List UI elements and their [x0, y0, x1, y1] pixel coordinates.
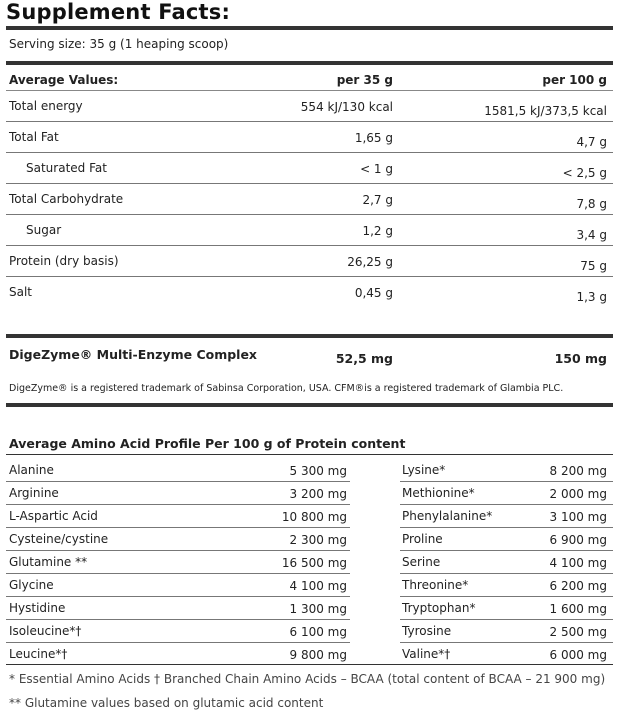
nutrition-label: Sugar [26, 223, 62, 237]
amino-value-left: 6 100 mg [289, 625, 347, 639]
amino-name-right: Tyrosine [402, 624, 452, 638]
amino-row-divider [400, 573, 613, 574]
amino-row-divider [6, 481, 350, 482]
amino-value-right: 2 000 mg [549, 487, 607, 501]
title-divider [6, 26, 613, 30]
trademark-note: DigeZyme® is a registered trademark of Sabinsa Corporation, USA. CFM®is a registered trademark of Glambia PLC. [9, 383, 564, 394]
amino-row-divider [6, 573, 350, 574]
amino-name-right: Phenylalanine* [402, 509, 493, 523]
amino-value-right: 4 100 mg [549, 556, 607, 570]
enzyme-top-divider [6, 334, 613, 338]
amino-row-divider [6, 504, 350, 505]
amino-name-right: Serine [402, 555, 441, 569]
amino-value-right: 6 200 mg [549, 579, 607, 593]
header-divider [6, 90, 613, 91]
amino-value-right: 3 100 mg [549, 510, 607, 524]
amino-name-left: L-Aspartic Acid [9, 509, 98, 523]
amino-name-left: Isoleucine*† [9, 624, 82, 638]
amino-row-divider [6, 596, 350, 597]
nutrition-per-serving: 554 kJ/130 kcal [300, 100, 393, 114]
amino-name-left: Arginine [9, 486, 59, 500]
row-divider [6, 183, 613, 184]
header-per-100: per 100 g [542, 73, 607, 87]
nutrition-per-serving: 1,2 g [362, 224, 393, 238]
amino-value-left: 1 300 mg [289, 602, 347, 616]
nutrition-per-100: 1581,5 kJ/373,5 kcal [484, 104, 607, 118]
amino-name-right: Lysine* [402, 463, 446, 477]
nutrition-label: Total Carbohydrate [9, 192, 124, 206]
amino-row-divider [6, 619, 350, 620]
amino-value-left: 4 100 mg [289, 579, 347, 593]
nutrition-per-serving: < 1 g [360, 162, 393, 176]
nutrition-label: Total energy [9, 99, 83, 113]
amino-name-right: Threonine* [402, 578, 469, 592]
nutrition-label: Saturated Fat [26, 161, 107, 175]
amino-name-right: Tryptophan* [402, 601, 476, 615]
nutrition-per-serving: 2,7 g [362, 193, 393, 207]
amino-row-divider [6, 527, 350, 528]
amino-value-left: 3 200 mg [289, 487, 347, 501]
row-divider [6, 214, 613, 215]
amino-name-right: Proline [402, 532, 443, 546]
nutrition-per-serving: 26,25 g [347, 255, 393, 269]
row-divider [6, 121, 613, 122]
amino-title: Average Amino Acid Profile Per 100 g of Protein content [9, 436, 406, 451]
footnote-glutamine: ** Glutamine values based on glutamic acid content [9, 696, 324, 710]
amino-row-divider [400, 596, 613, 597]
amino-value-right: 1 600 mg [549, 602, 607, 616]
amino-name-left: Leucine*† [9, 647, 68, 661]
nutrition-per-100: < 2,5 g [562, 166, 607, 180]
page-title: Supplement Facts: [6, 0, 231, 24]
amino-row-divider [400, 527, 613, 528]
header-label: Average Values: [9, 73, 119, 87]
amino-value-left: 9 800 mg [289, 648, 347, 662]
nutrition-label: Total Fat [9, 130, 59, 144]
amino-value-left: 16 500 mg [281, 556, 347, 570]
amino-row-divider [6, 642, 350, 643]
row-divider [6, 245, 613, 246]
header-per-serving: per 35 g [336, 73, 393, 87]
amino-value-right: 6 900 mg [549, 533, 607, 547]
amino-value-left: 5 300 mg [289, 464, 347, 478]
nutrition-per-100: 75 g [580, 259, 607, 273]
row-divider [6, 152, 613, 153]
enzyme-label: DigeZyme® Multi-Enzyme Complex [9, 347, 257, 362]
amino-name-left: Hystidine [9, 601, 66, 615]
amino-title-divider [6, 454, 613, 455]
amino-name-right: Valine*† [402, 647, 451, 661]
nutrition-per-100: 7,8 g [576, 197, 607, 211]
footnote-essential: * Essential Amino Acids † Branched Chain Amino Acids – BCAA (total content of BCAA – 21 900 mg) [9, 672, 606, 686]
amino-bottom-divider [6, 664, 613, 665]
amino-value-left: 2 300 mg [289, 533, 347, 547]
nutrition-per-serving: 1,65 g [354, 131, 393, 145]
nutrition-per-serving: 0,45 g [354, 286, 393, 300]
nutrition-label: Protein (dry basis) [9, 254, 119, 268]
amino-row-divider [400, 619, 613, 620]
amino-value-right: 2 500 mg [549, 625, 607, 639]
amino-value-right: 8 200 mg [549, 464, 607, 478]
nutrition-per-100: 3,4 g [576, 228, 607, 242]
amino-value-left: 10 800 mg [281, 510, 347, 524]
row-divider [6, 276, 613, 277]
amino-name-left: Alanine [9, 463, 54, 477]
amino-row-divider [400, 481, 613, 482]
enzyme-bottom-divider [6, 403, 613, 407]
amino-row-divider [6, 550, 350, 551]
enzyme-per-100: 150 mg [554, 351, 607, 366]
amino-row-divider [400, 504, 613, 505]
serving-divider [6, 61, 613, 65]
amino-row-divider [400, 642, 613, 643]
amino-name-left: Glycine [9, 578, 54, 592]
nutrition-label: Salt [9, 285, 33, 299]
enzyme-per-serving: 52,5 mg [335, 351, 393, 366]
nutrition-per-100: 1,3 g [576, 290, 607, 304]
amino-row-divider [400, 550, 613, 551]
amino-name-right: Methionine* [402, 486, 475, 500]
amino-value-right: 6 000 mg [549, 648, 607, 662]
amino-name-left: Cysteine/cystine [9, 532, 109, 546]
serving-size: Serving size: 35 g (1 heaping scoop) [9, 37, 229, 51]
nutrition-per-100: 4,7 g [576, 135, 607, 149]
amino-name-left: Glutamine ** [9, 555, 88, 569]
